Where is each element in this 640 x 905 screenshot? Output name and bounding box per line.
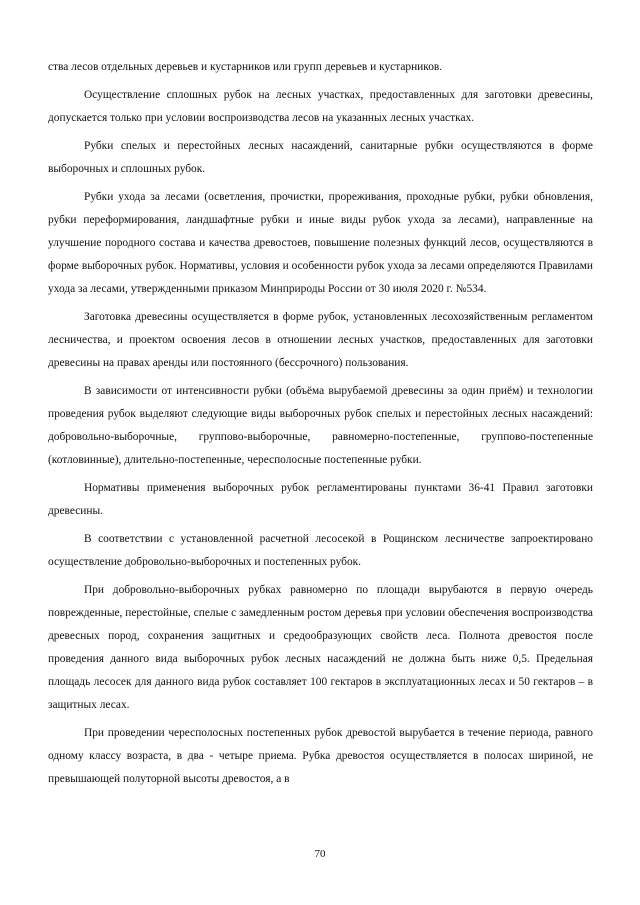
document-page [48,56,593,796]
paragraph-strip-cutting: При проведении чересполосных постепенных рубок древостой вырубается в течение периода, равного одному классу возраста, в два - четыре приема. Рубка древостоя осуществляется в полосах шириной, не превышающей полуторной высоты древостоя, а в [48,727,593,785]
paragraph-mature-stands: Рубки спелых и перестойных лесных насаждений, санитарные рубки осуществляются в форме выборочных и сплошных рубок. [48,140,593,175]
paragraph-selective-types: В зависимости от интенсивности рубки (объёма вырубаемой древесины за один приём) и технологии проведения рубок выделяют следующие виды выборочных рубок спелых и перестойных лесных насаждений: добровольно-выборочные, группово-выборочные, равномерно-постепенные, группово-постепенные (котловинные), длительно-постепенные, чересполосные постепенные рубки. [48,385,593,466]
paragraph-voluntary-selective: При добровольно-выборочных рубках равномерно по площади вырубаются в первую очередь поврежденные, перестойные, спелые с замедленным ростом деревья при условии обеспечения воспроизводства древесных пород, сохранения защитных и средообразующих свойств леса. Полнота древостоя после проведения данного вида выборочных рубок лесных насаждений не должна быть ниже 0,5. Предельная площадь лесосек для данного вида рубок составляет 100 гектаров в эксплуатационных лесах и 50 гектаров – в защитных лесах. [48,584,593,711]
paragraph-timber-harvest: Заготовка древесины осуществляется в форме рубок, установленных лесохозяйственным регламентом лесничества, и проектом освоения лесов в отношении лесных участков, предоставленных для заготовки древесины на правах аренды или постоянного (бессрочного) пользования. [48,311,593,369]
paragraph-allowable-cut: В соответствии с установленной расчетной лесосекой в Рощинском лесничестве запроектировано осуществление добровольно-выборочных и постепенных рубок. [48,533,593,568]
paragraph-continuation: ства лесов отдельных деревьев и кустарников или групп деревьев и кустарников. [48,61,443,73]
page-number: 70 [314,848,326,860]
paragraph-clear-cutting: Осуществление сплошных рубок на лесных участках, предоставленных для заготовки древесины, допускается только при условии воспроизводства лесов на указанных лесных участках. [48,89,593,124]
paragraph-norms: Нормативы применения выборочных рубок регламентированы пунктами 36-41 Правил заготовки древесины. [48,482,593,517]
paragraph-thinning: Рубки ухода за лесами (осветления, прочистки, прореживания, проходные рубки, рубки обновления, рубки переформирования, ландшафтные рубки и иные виды рубок ухода за лесами), направленные на улучшение породного состава и качества древостоев, повышение полезных функций лесов, осуществляются в форме выборочных рубок. Нормативы, условия и особенности рубок ухода за лесами определяются Правилами ухода за лесами, утвержденными приказом Минприроды России от 30 июля 2020 г. №534. [48,191,593,295]
